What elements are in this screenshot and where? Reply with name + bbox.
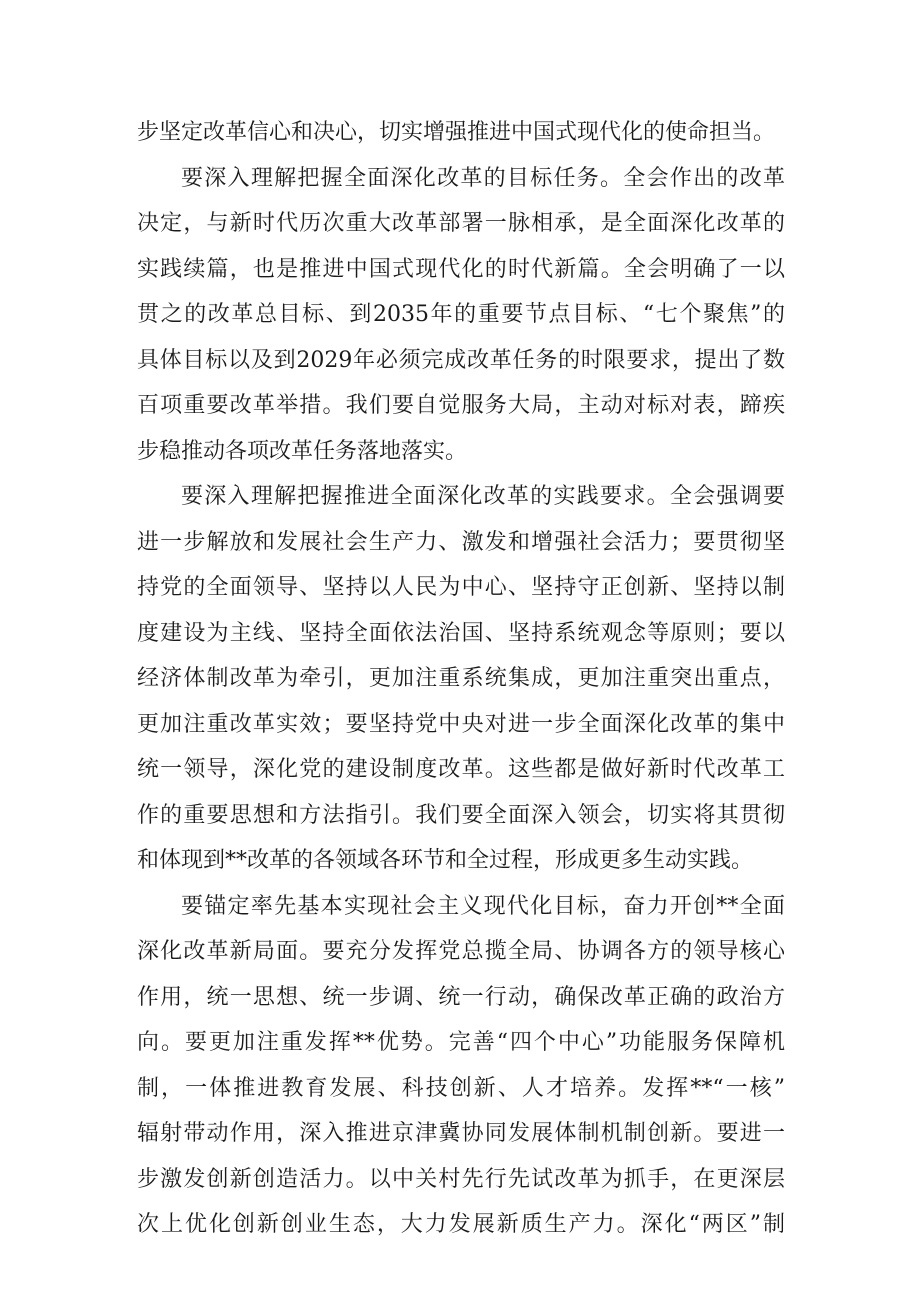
text-line: 步稳推动各项改革任务落地落实。	[137, 438, 468, 464]
text-line: 辐射带动作用，深入推进京津冀协同发展体制机制创新。要进一	[137, 1121, 785, 1146]
text-line: 作用，统一思想、统一步调、统一行动，确保改革正确的政治方	[137, 984, 785, 1010]
text-line: 度建设为主线、坚持全面依法治国、坚持系统观念等原则；要以	[137, 620, 785, 646]
text-line: 作的重要思想和方法指引。我们要全面深入领会，切实将其贯彻	[137, 802, 785, 828]
text-line: 进一步解放和发展社会生产力、激发和增强社会活力；要贯彻坚	[137, 529, 785, 555]
text-line: 持党的全面领导、坚持以人民为中心、坚持守正创新、坚持以制	[137, 575, 785, 600]
text-line: 要深入理解把握推进全面深化改革的实践要求。全会强调要	[181, 484, 785, 509]
text-line: 具体目标以及到2029年必须完成改革任务的时限要求，提出了数	[137, 347, 785, 373]
text-line: 百项重要改革举措。我们要自觉服务大局，主动对标对表，蹄疾	[137, 393, 785, 418]
body-text	[137, 110, 785, 1248]
text-line: 贯之的改革总目标、到2035年的重要节点目标、“七个聚焦”的	[137, 302, 785, 327]
text-line: 深化改革新局面。要充分发挥党总揽全局、协调各方的领导核心	[137, 939, 785, 964]
text-line: 要锚定率先基本实现社会主义现代化目标，奋力开创**全面	[181, 893, 785, 919]
text-line: 要深入理解把握全面深化改革的目标任务。全会作出的改革	[181, 165, 785, 191]
text-line: 向。要更加注重发挥**优势。完善“四个中心”功能服务保障机	[137, 1030, 785, 1055]
text-line: 统一领导，深化党的建设制度改革。这些都是做好新时代改革工	[137, 757, 785, 782]
text-line: 制，一体推进教育发展、科技创新、人才培养。发挥**“一核”	[137, 1075, 785, 1101]
text-line: 更加注重改革实效；要坚持党中央对进一步全面深化改革的集中	[137, 711, 785, 737]
text-line: 次上优化创新创业生态，大力发展新质生产力。深化“两区”制	[137, 1212, 785, 1237]
text-line: 步坚定改革信心和决心，切实增强推进中国式现代化的使命担当。	[137, 120, 776, 145]
text-line: 和体现到**改革的各领域各环节和全过程，形成更多生动实践。	[137, 848, 754, 873]
text-line: 经济体制改革为牵引，更加注重系统集成，更加注重突出重点，	[137, 666, 785, 691]
text-line: 步激发创新创造活力。以中关村先行先试改革为抓手，在更深层	[137, 1166, 785, 1192]
text-line: 实践续篇，也是推进中国式现代化的时代新篇。全会明确了一以	[137, 256, 785, 282]
text-line: 决定，与新时代历次重大改革部署一脉相承，是全面深化改革的	[137, 211, 785, 236]
